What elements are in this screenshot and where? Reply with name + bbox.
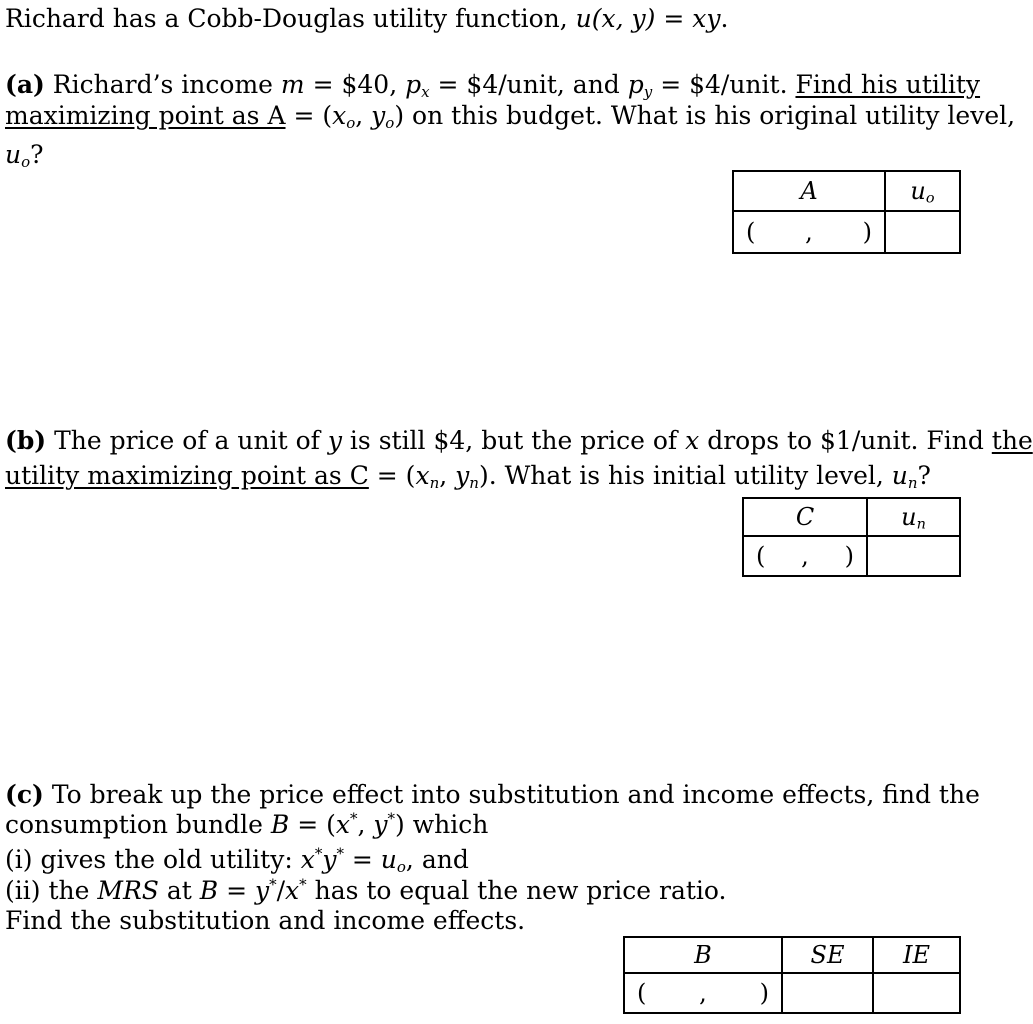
part-a-line-2: maximizing point as $A = (x_o$, $y_o$) on this budget. What is his original utility level, xyxy=(5,101,1016,132)
part-a-line-1: (a) Richard’s income m = $40, $p_x$ = $4/unit, and $p_y$ = $4/unit. Find his utility xyxy=(5,70,981,101)
answer-header-b: B xyxy=(624,937,782,973)
answer-cell-se[interactable] xyxy=(782,973,873,1013)
part-c-answer-table xyxy=(623,936,961,1014)
part-b-line-2: utility maximizing point as $C = (x_n$, $y_n$). What is his initial utility level, $u_n$? xyxy=(5,461,931,492)
part-b-answer-table xyxy=(742,497,961,577)
part-a-answer-table xyxy=(732,170,961,254)
answer-header-c: C xyxy=(743,498,867,536)
answer-header-se: SE xyxy=(782,937,873,973)
intro-line: Richard has a Cobb-Douglas utility function, u(x, y) = xy. xyxy=(5,4,729,33)
part-c-line-3: (i) gives the old utility: $x^*y^* = u_o$, and xyxy=(5,844,469,876)
part-c-line-5: Find the substitution and income effects. xyxy=(5,906,526,935)
answer-header-un: $u_n$ xyxy=(867,498,960,536)
answer-header-a: A xyxy=(733,171,885,211)
answer-header-uo: $u_o$ xyxy=(885,171,960,211)
answer-cell-a[interactable]: ( , ) xyxy=(733,211,885,253)
part-c-line-2: consumption bundle B = (x*, y*) which xyxy=(5,809,489,839)
part-c-line-1: (c) To break up the price effect into substitution and income effects, find the xyxy=(5,780,980,809)
answer-cell-uo[interactable] xyxy=(885,211,960,253)
part-b-line-1: (b) The price of a unit of y is still $4, but the price of x drops to $1/unit. Find the xyxy=(5,426,1033,455)
answer-cell-ie[interactable] xyxy=(873,973,960,1013)
part-a-line-3: $u_o$? xyxy=(5,140,44,171)
part-c-line-4: (ii) the MRS at B = y*/x* has to equal the new price ratio. xyxy=(5,875,727,905)
answer-cell-b[interactable]: ( , ) xyxy=(624,973,782,1013)
answer-cell-un[interactable] xyxy=(867,536,960,576)
answer-cell-c[interactable]: ( , ) xyxy=(743,536,867,576)
answer-header-ie: IE xyxy=(873,937,960,973)
